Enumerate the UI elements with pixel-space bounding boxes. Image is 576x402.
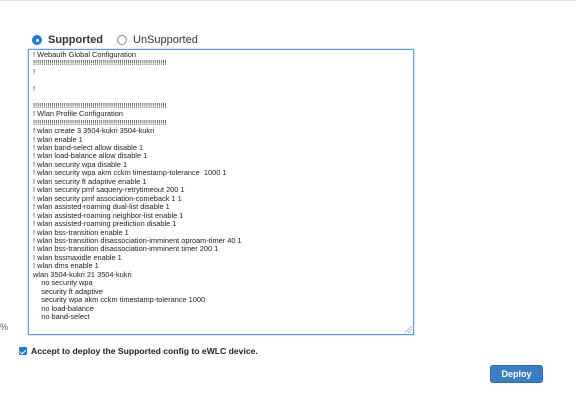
radio-supported[interactable] <box>32 34 103 46</box>
radio-unsupported-indicator[interactable] <box>117 35 127 45</box>
side-percent-label: % <box>0 322 9 332</box>
top-divider <box>0 0 576 1</box>
config-text-content[interactable]: ! Webauth Global Configuration !!!!!!!!!!!!!!!!!!!!!!!!!!!!!!!!!!!!!!!!!!!!!!!!!!!!!!!!!!!!!!!!! ! ! !!!!!!!!!!!!!!!!!!!!!!!!!!!!!!!!!!!!!!!!!!!!!!!!!!!!!!!!!!!!!!!!! ! Wlan Profile Configuration !!!!!!!!!!!!!!!!!!!!!!!!!!!!!!!!!!!!!!!!!!!!!!!!!!!!!!!!!!!!!!!!! ! wlan create 3 3504-kukri 3504-kukri ! wlan enable 1 ! wlan band-select allow disable 1 ! wlan load-balance allow disable 1 ! wlan security wpa disable 1 ! wlan security wpa akm cckm timestamp-tolerance 1000 1 ! wlan security ft adaptive enable 1 ! wlan security pmf saquery-retrytimeout 200 1 ! wlan security pmf association-comeback 1 1 ! wlan assisted-roaming dual-list disable 1 ! wlan assisted-roaming neighbor-list enable 1 ! wlan assisted-roaming prediction disable 1 ! wlan bss-transition enable 1 ! wlan bss-transition disassociation-imminent oproam-timer 40 1 ! wlan bss-transition disassociation-imminent timer 200 1 ! wlan bssmaxidle enable 1 ! wlan dms enable 1 wlan 3504-kukri 21 3504-kukri no security wpa security ft adaptive security wpa akm cckm timestamp-tolerance 1000 no load-balance no band-select <box>33 50 242 322</box>
accept-checkbox[interactable] <box>19 347 27 355</box>
radio-supported-indicator[interactable] <box>32 35 42 45</box>
accept-label: Accept to deploy the Supported config to eWLC device. <box>31 346 258 356</box>
config-type-radio-group <box>32 34 212 46</box>
deploy-button[interactable]: Deploy <box>490 365 543 383</box>
resize-grip-icon[interactable] <box>405 326 412 333</box>
radio-supported-label: Supported <box>48 34 103 46</box>
radio-unsupported[interactable] <box>117 34 198 46</box>
radio-unsupported-label: UnSupported <box>133 34 198 46</box>
accept-row <box>19 346 258 356</box>
config-textarea[interactable] <box>28 49 414 335</box>
